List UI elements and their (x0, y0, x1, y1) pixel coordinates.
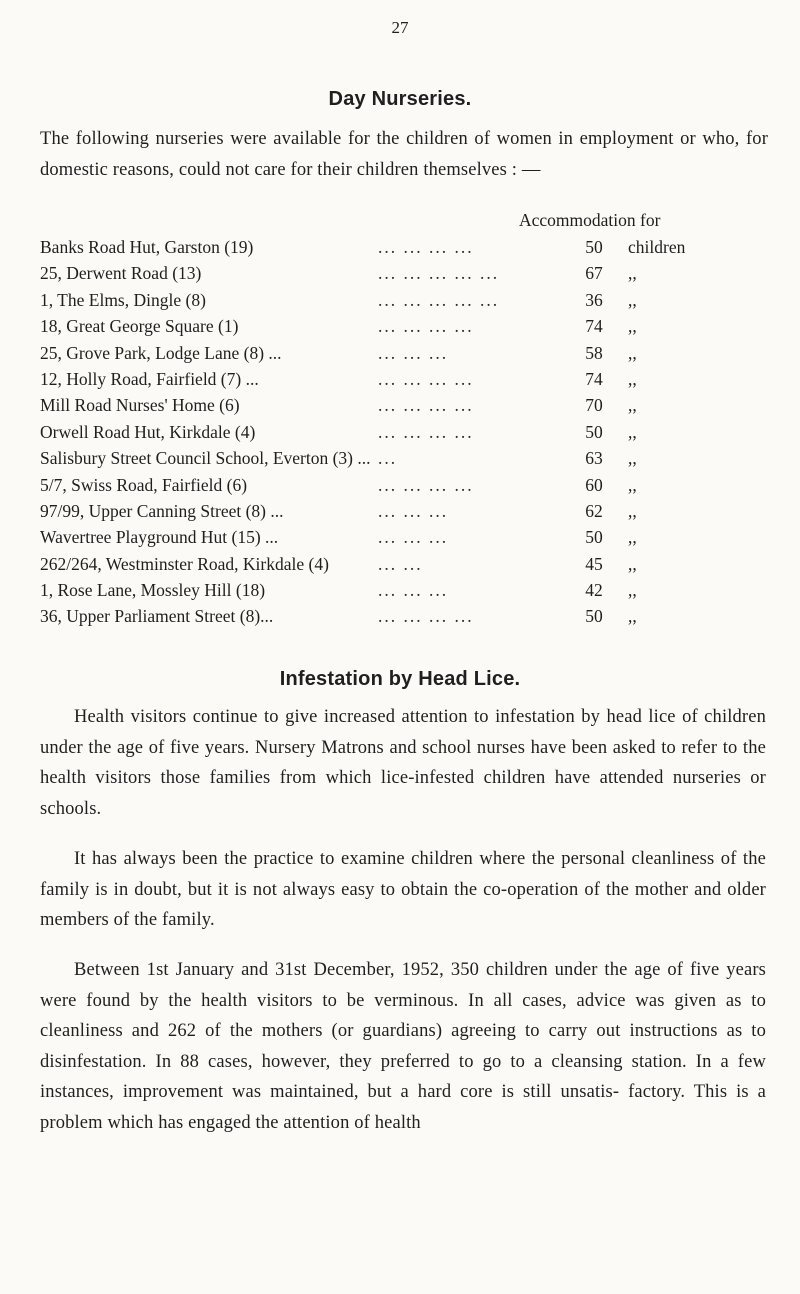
accommodation-unit: ,, (628, 474, 637, 495)
leader-dots: ... ... ... (378, 500, 449, 521)
accommodation-unit: ,, (628, 263, 637, 284)
nursery-row (40, 577, 780, 603)
nursery-row (40, 445, 780, 471)
nursery-name: Orwell Road Hut, Kirkdale (4) (40, 421, 256, 442)
accommodation-count: 36 (585, 289, 603, 310)
leader-dots: ... ... ... ... (378, 421, 474, 442)
nursery-name: Salisbury Street Council School, Everton (3) ... (40, 448, 371, 469)
leader-dots: ... ... ... ... (378, 316, 474, 337)
leader-dots: ... ... (378, 553, 423, 574)
accommodation-column-header: Accommodation for (519, 210, 661, 230)
leader-dots: ... ... ... (378, 342, 449, 363)
nursery-row (40, 551, 780, 577)
nursery-row (40, 366, 780, 392)
nursery-name: Mill Road Nurses' Home (6) (40, 395, 240, 416)
accommodation-unit: ,, (628, 421, 637, 442)
leader-dots: ... ... ... (378, 580, 449, 601)
nursery-row (40, 287, 780, 313)
accommodation-unit: ,, (628, 500, 637, 521)
accommodation-count: 50 (585, 606, 603, 627)
nursery-row (40, 498, 780, 524)
accommodation-unit: ,, (628, 395, 637, 416)
paragraph-examination-practice: It has always been the practice to examine children where the personal cleanliness of the family is in doubt, but it is not always easy to obtain the co-operation of the mother and older members of the family. (40, 849, 766, 930)
nursery-name: 262/264, Westminster Road, Kirkdale (4) (40, 553, 329, 574)
leader-dots: ... ... ... ... (378, 237, 474, 257)
accommodation-unit: children (628, 237, 686, 257)
leader-dots: ... ... ... ... ... (378, 289, 500, 310)
accommodation-count: 63 (585, 448, 603, 469)
accommodation-count: 50 (585, 237, 603, 257)
accommodation-unit: ,, (628, 448, 637, 469)
accommodation-unit: ,, (628, 580, 637, 601)
nursery-list (40, 234, 780, 630)
accommodation-unit: ,, (628, 368, 637, 389)
accommodation-count: 74 (585, 316, 603, 337)
accommodation-count: 62 (585, 500, 603, 521)
nursery-row (40, 524, 780, 550)
nursery-name: Wavertree Playground Hut (15) ... (40, 527, 279, 548)
leader-dots: ... ... ... ... ... (378, 263, 500, 284)
leader-dots: ... ... ... ... (378, 395, 474, 416)
paragraph-health-visitors: Health visitors continue to give increased attention to infestation by head lice of children under the age of five years. Nursery Matrons and school nurses have been asked to refer to the health visitors those families from which lice-infested children have attended nurseries or schools. (40, 707, 766, 819)
accommodation-count: 67 (585, 263, 603, 284)
nursery-row (40, 472, 780, 498)
accommodation-unit: ,, (628, 342, 637, 363)
leader-dots: ... (378, 448, 398, 469)
nursery-name: 18, Great George Square (1) (40, 316, 239, 337)
accommodation-count: 50 (585, 421, 603, 442)
accommodation-unit: ,, (628, 316, 637, 337)
accommodation-count: 74 (585, 368, 603, 389)
accommodation-count: 50 (585, 527, 603, 548)
nursery-row (40, 313, 780, 339)
nursery-row (40, 419, 780, 445)
accommodation-unit: ,, (628, 606, 637, 627)
section-heading-head-lice: Infestation by Head Lice. (279, 668, 521, 690)
accommodation-count: 60 (585, 474, 603, 495)
paragraph-verminous-statistics: Between 1st January and 31st December, 1952, 350 children under the age of five years were found by the health visitors to be verminous. In all cases, advice was given as to cleanliness and 262 of the mothers (or guardians) agreeing to carry out instructions as to disinfestation. In 88 cases, however, they preferred to go to a cleansing station. In a few instances, improvement was maintained, but a hard core is still unsatis- factory. This is a problem which has engaged the attention of health (40, 960, 766, 1133)
accommodation-count: 70 (585, 395, 603, 416)
nursery-name: 25, Derwent Road (13) (40, 263, 202, 284)
nursery-name: 36, Upper Parliament Street (8)... (40, 606, 274, 627)
accommodation-unit: ,, (628, 289, 637, 310)
nursery-name: 5/7, Swiss Road, Fairfield (6) (40, 474, 248, 495)
leader-dots: ... ... ... ... (378, 606, 474, 627)
nursery-name: 1, Rose Lane, Mossley Hill (18) (40, 580, 266, 601)
nursery-name: 97/99, Upper Canning Street (8) ... (40, 500, 284, 521)
accommodation-unit: ,, (628, 553, 637, 574)
nursery-row (40, 603, 780, 629)
accommodation-unit: ,, (628, 527, 637, 548)
leader-dots: ... ... ... ... (378, 368, 474, 389)
nursery-name: Banks Road Hut, Garston (19) (40, 237, 254, 257)
accommodation-count: 58 (585, 342, 603, 363)
accommodation-count: 45 (585, 553, 603, 574)
nursery-name: 1, The Elms, Dingle (8) (40, 289, 206, 310)
nursery-row (40, 234, 780, 260)
nursery-row (40, 392, 780, 418)
page-number: 27 (391, 18, 409, 37)
nursery-row (40, 340, 780, 366)
nursery-row (40, 260, 780, 286)
nursery-name: 12, Holly Road, Fairfield (7) ... (40, 368, 259, 389)
intro-paragraph: The following nurseries were available for the children of women in employment or who, for domestic reasons, could not care for their children themselves : — (40, 129, 768, 180)
leader-dots: ... ... ... ... (378, 474, 474, 495)
nursery-name: 25, Grove Park, Lodge Lane (8) ... (40, 342, 282, 363)
accommodation-count: 42 (585, 580, 603, 601)
leader-dots: ... ... ... (378, 527, 449, 548)
section-heading-day-nurseries: Day Nurseries. (328, 88, 472, 110)
